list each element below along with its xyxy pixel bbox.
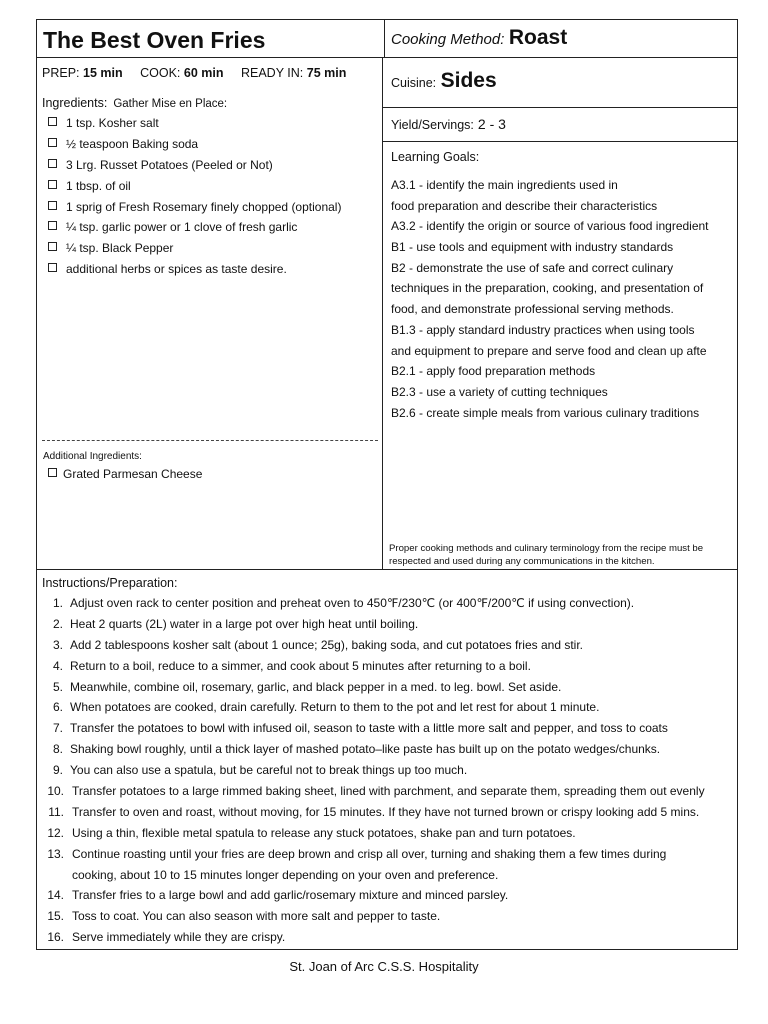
step-number: 8. <box>52 742 63 757</box>
checkbox-icon[interactable] <box>48 242 57 251</box>
checkbox-icon[interactable] <box>48 468 57 477</box>
ingredient-item[interactable] <box>48 238 341 259</box>
divider-title <box>37 57 737 58</box>
instruction-step <box>42 739 737 760</box>
divider-yield <box>382 141 737 142</box>
step-number: 13. <box>47 846 64 861</box>
step-text: cooking, about 10 to 15 minutes longer depending on your oven and preference. <box>72 867 499 882</box>
yield-label: Yield/Servings: <box>391 118 474 132</box>
instruction-step <box>42 760 737 781</box>
step-text: Adjust oven rack to center position and preheat oven to 450℉/230℃ (or 400℉/200℃ if using convection). <box>70 596 635 610</box>
kitchen-note: Proper cooking methods and culinary terminology from the recipe must be respected and used during any communications in the kitchen. <box>389 543 704 567</box>
learning-goal-line: and equipment to prepare and serve food and clean up afte <box>391 343 707 358</box>
instruction-step <box>42 697 737 718</box>
learning-goal-line: B2.6 - create simple meals from various culinary traditions <box>391 405 700 420</box>
dashed-separator <box>42 440 378 441</box>
instruction-step <box>42 906 737 927</box>
step-number: 2. <box>52 616 63 631</box>
cooking-method <box>391 26 567 50</box>
learning-goal-line: A3.2 - identify the origin or source of various food ingredient <box>391 219 709 234</box>
cooking-method-value: Roast <box>508 26 568 49</box>
ingredient-item[interactable] <box>48 197 341 218</box>
step-text: Transfer fries to a large bowl and add garlic/rosemary mixture and minced parsley. <box>72 888 509 903</box>
cuisine-label: Cuisine: <box>391 76 437 90</box>
step-text: Return to a boil, reduce to a simmer, and cook about 5 minutes after returning to a boil. <box>70 658 531 673</box>
step-text: Meanwhile, combine oil, rosemary, garlic, and black pepper in a med. to leg. bowl. Set aside. <box>70 679 562 694</box>
instruction-step <box>42 927 737 948</box>
ingredient-item[interactable] <box>48 155 341 176</box>
additional-ingredients-heading: Additional Ingredients: <box>43 451 142 462</box>
step-number: 12. <box>47 825 64 840</box>
divider-vertical-main <box>382 57 383 569</box>
cook-label: COOK: <box>140 66 181 80</box>
step-number: 7. <box>52 721 63 736</box>
instruction-step <box>42 718 737 739</box>
instruction-step <box>42 593 737 614</box>
cook-value: 60 min <box>183 66 224 80</box>
cuisine <box>391 69 497 93</box>
learning-goal-line: techniques in the preparation, cooking, and presentation of <box>391 281 704 296</box>
instruction-step <box>42 885 737 906</box>
instruction-step <box>42 823 737 844</box>
step-number: 11. <box>48 804 64 819</box>
step-text: Using a thin, flexible metal spatula to release any stuck potatoes, shake pan and turn potatoes. <box>72 825 576 840</box>
ingredient-item[interactable] <box>48 259 341 280</box>
learning-goals-list <box>391 175 736 423</box>
divider-cuisine <box>382 107 737 108</box>
instruction-step <box>42 656 737 677</box>
learning-goal-line: B2.3 - use a variety of cutting techniques <box>391 384 608 399</box>
learning-goals-heading: Learning Goals: <box>391 150 480 164</box>
checkbox-icon[interactable] <box>48 159 57 168</box>
instruction-step-continued <box>42 865 737 886</box>
instruction-step <box>42 802 737 823</box>
ingredient-text: additional herbs or spices as taste desire. <box>66 262 287 277</box>
step-number: 4. <box>52 658 63 673</box>
checkbox-icon[interactable] <box>48 138 57 147</box>
ingredient-item[interactable] <box>48 134 341 155</box>
step-text: Serve immediately while they are crispy. <box>72 930 286 945</box>
step-number: 16. <box>47 930 64 945</box>
step-text: When potatoes are cooked, drain carefully. Return to them to the pot and let rest for about 1 minute. <box>70 700 600 715</box>
additional-ingredient-text: Grated Parmesan Cheese <box>63 467 203 481</box>
step-text: You can also use a spatula, but be careful not to break things up too much. <box>70 763 468 778</box>
step-number: 10. <box>47 784 64 799</box>
ingredient-text: 3 Lrg. Russet Potatoes (Peeled or Not) <box>66 157 273 172</box>
yield-value: 2 - 3 <box>477 116 506 132</box>
ingredient-text: ¼ tsp. Black Pepper <box>66 241 174 256</box>
learning-goal-line: B1 - use tools and equipment with industry standards <box>391 240 674 255</box>
recipe-card <box>36 19 738 950</box>
instruction-step <box>42 677 737 698</box>
ingredient-text: ¼ tsp. garlic power or 1 clove of fresh garlic <box>66 220 298 235</box>
step-text: Transfer the potatoes to bowl with infused oil, season to taste with a little more salt and pepper, and toss to coats <box>70 721 668 736</box>
learning-goal-line: food, and demonstrate professional serving methods. <box>391 302 674 317</box>
step-number: 6. <box>52 700 63 715</box>
ingredient-item[interactable] <box>48 113 341 134</box>
additional-ingredient-item[interactable] <box>48 467 202 481</box>
instructions-heading: Instructions/Preparation: <box>42 576 178 590</box>
ingredients-subheading: Gather Mise en Place: <box>113 98 228 110</box>
ingredient-text: 1 tsp. Kosher salt <box>66 116 159 130</box>
step-text: Add 2 tablespoons kosher salt (about 1 ounce; 25g), baking soda, and cut potatoes fries and stir. <box>70 637 583 652</box>
instruction-step <box>42 614 737 635</box>
learning-goal-line: B1.3 - apply standard industry practices when using tools <box>391 322 695 337</box>
ready-value: 75 min <box>306 66 347 80</box>
step-number: 14. <box>47 888 64 903</box>
instruction-steps <box>42 593 737 948</box>
ingredient-item[interactable] <box>48 176 341 197</box>
learning-goal-line: B2.1 - apply food preparation methods <box>391 364 596 379</box>
instruction-step <box>42 781 737 802</box>
time-summary <box>42 66 360 80</box>
learning-goal-line: food preparation and describe their characteristics <box>391 198 658 213</box>
step-text: Shaking bowl roughly, until a thick layer of mashed potato–like paste has built up on the potato wedges/chunks. <box>70 742 661 757</box>
checkbox-icon[interactable] <box>48 180 57 189</box>
checkbox-icon[interactable] <box>48 263 57 272</box>
ingredient-text: ½ teaspoon Baking soda <box>66 136 199 151</box>
cuisine-value: Sides <box>440 69 497 92</box>
recipe-title: The Best Oven Fries <box>43 27 266 53</box>
step-text: Continue roasting until your fries are deep brown and crisp all over, turning and shaking them a few times during <box>72 846 667 861</box>
step-number: 9. <box>52 763 63 778</box>
step-number: 3. <box>52 637 63 652</box>
ingredient-item[interactable] <box>48 217 341 238</box>
checkbox-icon[interactable] <box>48 201 57 210</box>
ingredients-heading <box>42 96 227 110</box>
step-number: 5. <box>52 679 63 694</box>
ready-label: READY IN: <box>240 66 304 80</box>
learning-goal-line: A3.1 - identify the main ingredients used in <box>391 178 618 192</box>
cooking-method-label: Cooking Method: <box>391 31 505 48</box>
step-text: Transfer potatoes to a large rimmed baking sheet, lined with parchment, and separate them, spreading them out evenly <box>72 784 705 799</box>
ingredient-text: 1 tbsp. of oil <box>66 178 131 193</box>
ingredients-title: Ingredients: <box>42 96 108 110</box>
step-number: 1. <box>52 596 63 610</box>
learning-goal-line: B2 - demonstrate the use of safe and correct culinary <box>391 260 674 275</box>
yield <box>391 116 506 134</box>
instruction-step <box>42 635 737 656</box>
step-text: Transfer to oven and roast, without moving, for 15 minutes. If they have not turned brown or crispy looking add 5 mins. <box>72 804 700 819</box>
instruction-step <box>42 844 737 865</box>
ingredient-text: 1 sprig of Fresh Rosemary finely chopped (optional) <box>66 199 342 214</box>
step-text: Toss to coat. You can also season with more salt and pepper to taste. <box>72 909 441 924</box>
checkbox-icon[interactable] <box>48 117 57 126</box>
school-footer: St. Joan of Arc C.S.S. Hospitality <box>289 959 479 974</box>
ingredient-list <box>48 113 341 280</box>
prep-label: PREP: <box>42 66 80 80</box>
step-text: Heat 2 quarts (2L) water in a large pot over high heat until boiling. <box>70 616 419 631</box>
step-number: 15. <box>47 909 64 924</box>
divider-vertical-top <box>384 20 385 57</box>
checkbox-icon[interactable] <box>48 221 57 230</box>
divider-instructions <box>37 569 737 570</box>
prep-value: 15 min <box>83 66 123 80</box>
